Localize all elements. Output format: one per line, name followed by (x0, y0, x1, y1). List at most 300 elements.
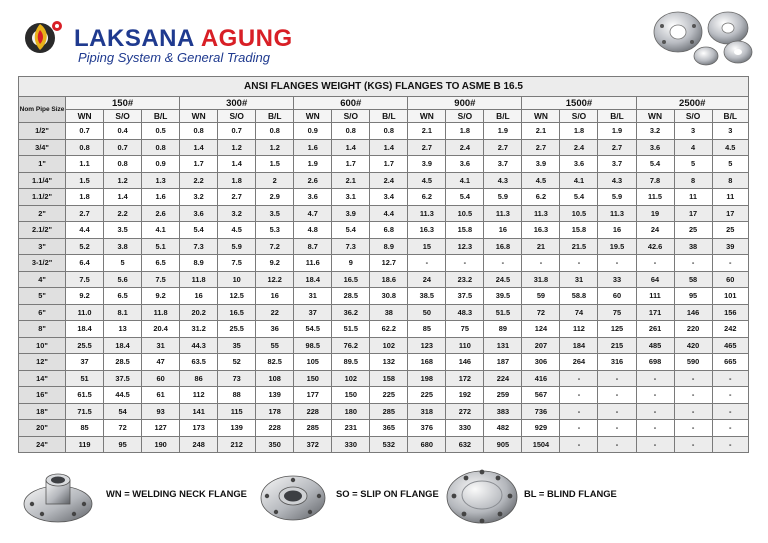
weight-cell: 61 (142, 387, 180, 404)
weight-cell: 37.5 (104, 370, 142, 387)
weight-cell: 18.6 (370, 271, 408, 288)
weight-cell: 2.9 (256, 189, 294, 206)
weight-cell: 11.3 (522, 205, 560, 222)
weight-cell: 95 (674, 288, 712, 305)
weight-cell: - (598, 255, 636, 272)
weight-cell: 21.5 (560, 238, 598, 255)
weight-cell: 2.4 (560, 139, 598, 156)
weight-cell: - (674, 387, 712, 404)
weight-cell: 0.8 (332, 123, 370, 140)
weight-cell: 108 (256, 370, 294, 387)
class-header: 600# (294, 97, 408, 110)
weight-cell: 2.4 (370, 172, 408, 189)
weight-cell: - (598, 403, 636, 420)
weight-cell: 132 (370, 354, 408, 371)
pipe-size-cell: 8" (19, 321, 66, 338)
weight-cell: 12.7 (370, 255, 408, 272)
weight-cell: 215 (598, 337, 636, 354)
weight-cell: 111 (636, 288, 674, 305)
weight-cell: 158 (370, 370, 408, 387)
weight-cell: 1.4 (332, 139, 370, 156)
weight-cell: 37 (294, 304, 332, 321)
weight-cell: 98.5 (294, 337, 332, 354)
weight-cell: 119 (66, 436, 104, 453)
weight-cell: 3.2 (636, 123, 674, 140)
weight-cell: 25 (712, 222, 748, 239)
weight-cell: 1.1 (66, 156, 104, 173)
weight-cell: - (712, 255, 748, 272)
pipe-size-cell: 1.1/4" (19, 172, 66, 189)
weight-cell: 272 (446, 403, 484, 420)
class-header-row (19, 97, 749, 110)
type-header: S/O (560, 110, 598, 123)
weight-cell: 285 (294, 420, 332, 437)
weight-cell: 4.1 (560, 172, 598, 189)
weight-cell: 88 (218, 387, 256, 404)
weight-cell: 123 (408, 337, 446, 354)
type-header: WN (294, 110, 332, 123)
weight-cell: - (560, 420, 598, 437)
weight-cell: 22 (256, 304, 294, 321)
pipe-size-cell: 3/4" (19, 139, 66, 156)
table-row (19, 337, 749, 354)
weight-cell: 11.8 (180, 271, 218, 288)
weight-cell: 31 (294, 288, 332, 305)
table-row (19, 123, 749, 140)
weight-cell: 25 (674, 222, 712, 239)
weight-cell: 51.5 (484, 304, 522, 321)
weight-cell: 3.5 (256, 205, 294, 222)
weight-cell: 7.5 (142, 271, 180, 288)
weight-cell: 0.5 (142, 123, 180, 140)
weight-cell: 698 (636, 354, 674, 371)
weight-cell: 76.2 (332, 337, 370, 354)
weight-cell: 7.3 (180, 238, 218, 255)
company-name-part2: AGUNG (200, 25, 293, 52)
weight-cell: 2 (256, 172, 294, 189)
weight-cell: 89 (484, 321, 522, 338)
type-header: WN (522, 110, 560, 123)
table-title: ANSI FLANGES WEIGHT (KGS) FLANGES TO ASME B 16.5 (19, 77, 749, 97)
weight-cell: 20.4 (142, 321, 180, 338)
weight-cell: 4.5 (408, 172, 446, 189)
weight-cell: 6.2 (522, 189, 560, 206)
weight-cell: 224 (484, 370, 522, 387)
weight-cell: 48.3 (446, 304, 484, 321)
weight-cell: 905 (484, 436, 522, 453)
weight-cell: - (636, 387, 674, 404)
weight-cell: 4.7 (294, 205, 332, 222)
weight-cell: 8.1 (104, 304, 142, 321)
weight-cell: 146 (446, 354, 484, 371)
weight-cell: 285 (370, 403, 408, 420)
weight-cell: 0.9 (294, 123, 332, 140)
weight-cell: 3.2 (218, 205, 256, 222)
weight-cell: 2.4 (446, 139, 484, 156)
weight-cell: 16.3 (522, 222, 560, 239)
weight-cell: 0.7 (104, 139, 142, 156)
weight-cell: 0.7 (66, 123, 104, 140)
table-row (19, 255, 749, 272)
weight-cell: 5.4 (560, 189, 598, 206)
pipe-size-cell: 14" (19, 370, 66, 387)
weight-cell: 54.5 (294, 321, 332, 338)
weight-cell: 85 (66, 420, 104, 437)
weight-cell: 2.2 (104, 205, 142, 222)
weight-cell: 4 (674, 139, 712, 156)
weight-cell: 228 (294, 403, 332, 420)
weight-cell: 2.7 (66, 205, 104, 222)
welding-neck-flange-icon (20, 468, 98, 526)
weight-cell: 3.6 (180, 205, 218, 222)
weight-cell: 5.1 (142, 238, 180, 255)
weight-cell: 110 (446, 337, 484, 354)
weight-cell: 1.8 (446, 123, 484, 140)
weight-cell: 5 (104, 255, 142, 272)
weight-cell: 0.8 (256, 123, 294, 140)
weight-cell: - (674, 436, 712, 453)
weight-cell: 35 (218, 337, 256, 354)
weight-cell: - (636, 370, 674, 387)
weight-cell: 1.2 (104, 172, 142, 189)
weight-cell: 15.8 (446, 222, 484, 239)
weight-cell: 9.2 (256, 255, 294, 272)
pipe-size-cell: 24" (19, 436, 66, 453)
class-header: 300# (180, 97, 294, 110)
weight-cell: 7.5 (66, 271, 104, 288)
weight-cell: 3.6 (560, 156, 598, 173)
weight-cell: 17 (674, 205, 712, 222)
class-header: 900# (408, 97, 522, 110)
type-header: B/L (256, 110, 294, 123)
weight-cell: 85 (408, 321, 446, 338)
weight-cell: 28.5 (332, 288, 370, 305)
weight-cell: 567 (522, 387, 560, 404)
weight-cell: 365 (370, 420, 408, 437)
weight-cell: - (712, 387, 748, 404)
type-header: B/L (370, 110, 408, 123)
weight-cell: 102 (370, 337, 408, 354)
weight-cell: 187 (484, 354, 522, 371)
weight-cell: 124 (522, 321, 560, 338)
company-name (74, 27, 293, 51)
weight-cell: 28.5 (104, 354, 142, 371)
weight-cell: 16.8 (484, 238, 522, 255)
table-row (19, 189, 749, 206)
weight-cell: 51 (66, 370, 104, 387)
weight-cell: 3.9 (408, 156, 446, 173)
weight-cell: 44.5 (104, 387, 142, 404)
weight-cell: 4.5 (712, 139, 748, 156)
weight-cell: 38 (370, 304, 408, 321)
weight-cell: 3.6 (294, 189, 332, 206)
weight-cell: 665 (712, 354, 748, 371)
weight-cell: 5.9 (484, 189, 522, 206)
weight-cell: 23.2 (446, 271, 484, 288)
weight-cell: 465 (712, 337, 748, 354)
weight-cell: 248 (180, 436, 218, 453)
weight-cell: 11.3 (484, 205, 522, 222)
weight-cell: - (674, 255, 712, 272)
weight-cell: 11.3 (408, 205, 446, 222)
weight-cell: 16 (598, 222, 636, 239)
weight-cell: - (560, 370, 598, 387)
weight-cell: 102 (332, 370, 370, 387)
pipe-size-cell: 12" (19, 354, 66, 371)
weight-cell: 36.2 (332, 304, 370, 321)
weight-cell: 1.6 (142, 189, 180, 206)
weight-cell: 11.6 (294, 255, 332, 272)
company-tagline: Piping System & General Trading (78, 50, 270, 65)
weight-cell: - (598, 420, 636, 437)
weight-cell: 1.7 (180, 156, 218, 173)
weight-cell: 4.1 (142, 222, 180, 239)
weight-cell: 2.1 (408, 123, 446, 140)
weight-cell: - (560, 436, 598, 453)
weight-cell: 5.9 (598, 189, 636, 206)
weight-cell: 73 (218, 370, 256, 387)
legend-item-wn (20, 466, 260, 526)
weight-cell: 0.4 (104, 123, 142, 140)
weight-cell: 93 (142, 403, 180, 420)
weight-cell: 146 (674, 304, 712, 321)
weight-cell: 416 (522, 370, 560, 387)
type-header: B/L (712, 110, 748, 123)
weight-cell: 31.2 (180, 321, 218, 338)
weight-cell: 58 (674, 271, 712, 288)
class-header: 1500# (522, 97, 636, 110)
weight-cell: 59 (522, 288, 560, 305)
pipe-size-cell: 3" (19, 238, 66, 255)
weight-cell: 168 (408, 354, 446, 371)
weight-cell: 231 (332, 420, 370, 437)
weight-cell: 1.8 (218, 172, 256, 189)
company-logo-icon (20, 16, 66, 56)
weight-cell: 16 (484, 222, 522, 239)
weight-cell: 112 (180, 387, 218, 404)
weight-cell: 2.7 (484, 139, 522, 156)
weight-cell: 1.2 (218, 139, 256, 156)
weight-cell: - (598, 436, 636, 453)
weight-cell: 9.2 (142, 288, 180, 305)
weight-cell: 4.3 (484, 172, 522, 189)
weight-cell: 4.8 (294, 222, 332, 239)
class-header: 2500# (636, 97, 748, 110)
weight-cell: 115 (218, 403, 256, 420)
weight-cell: - (636, 436, 674, 453)
table-body (19, 123, 749, 453)
weight-cell: 3.1 (332, 189, 370, 206)
type-header: S/O (674, 110, 712, 123)
weight-cell: 2.1 (522, 123, 560, 140)
pipe-size-cell: 1.1/2" (19, 189, 66, 206)
weight-cell: 8.9 (180, 255, 218, 272)
weight-cell: 330 (446, 420, 484, 437)
weight-cell: 61.5 (66, 387, 104, 404)
weight-cell: - (560, 403, 598, 420)
weight-cell: - (636, 403, 674, 420)
weight-cell: - (598, 370, 636, 387)
weight-cell: 1.4 (180, 139, 218, 156)
weight-cell: 156 (712, 304, 748, 321)
weight-cell: 0.8 (104, 156, 142, 173)
weight-cell: 172 (446, 370, 484, 387)
weight-cell: 8 (712, 172, 748, 189)
weight-cell: 125 (598, 321, 636, 338)
weight-cell: 225 (370, 387, 408, 404)
weight-cell: 2.2 (180, 172, 218, 189)
weight-cell: 62.2 (370, 321, 408, 338)
weight-cell: 1.6 (294, 139, 332, 156)
weight-cell: 47 (142, 354, 180, 371)
weight-cell: 19 (636, 205, 674, 222)
weight-cell: 71.5 (66, 403, 104, 420)
weight-cell: 330 (332, 436, 370, 453)
weight-cell: 198 (408, 370, 446, 387)
type-header: WN (66, 110, 104, 123)
weight-cell: 12.2 (256, 271, 294, 288)
weight-cell: 1.9 (294, 156, 332, 173)
weight-cell: 12.5 (218, 288, 256, 305)
type-header: B/L (142, 110, 180, 123)
slip-on-flange-icon (258, 468, 328, 524)
weight-cell: 16 (256, 288, 294, 305)
weight-cell: 6.4 (66, 255, 104, 272)
legend (0, 466, 768, 543)
weight-cell: 6.2 (408, 189, 446, 206)
weight-cell: 318 (408, 403, 446, 420)
weight-cell: 3.8 (104, 238, 142, 255)
weight-cell: 75 (598, 304, 636, 321)
weight-cell: - (674, 420, 712, 437)
weight-cell: 228 (256, 420, 294, 437)
weight-cell: 5.9 (218, 238, 256, 255)
type-header: WN (636, 110, 674, 123)
weight-cell: 20.2 (180, 304, 218, 321)
weight-cell: 10.5 (446, 205, 484, 222)
class-header: 150# (66, 97, 180, 110)
weight-cell: 0.8 (370, 123, 408, 140)
table-row (19, 387, 749, 404)
weight-cell: 60 (712, 271, 748, 288)
weight-cell: 3.6 (636, 139, 674, 156)
weight-cell: - (712, 436, 748, 453)
weight-cell: - (598, 387, 636, 404)
table-row (19, 156, 749, 173)
type-header: S/O (218, 110, 256, 123)
weight-cell: 38.5 (408, 288, 446, 305)
weight-cell: 10.5 (560, 205, 598, 222)
weight-cell: 5 (674, 156, 712, 173)
weight-cell: 2.1 (332, 172, 370, 189)
weight-cell: 55 (256, 337, 294, 354)
weight-cell: 74 (560, 304, 598, 321)
company-name-part1: LAKSANA (74, 25, 195, 52)
weight-cell: 11 (674, 189, 712, 206)
weight-cell: 3.9 (522, 156, 560, 173)
weight-cell: 1.9 (598, 123, 636, 140)
weight-cell: 95 (104, 436, 142, 453)
weight-cell: 141 (180, 403, 218, 420)
weight-cell: - (560, 387, 598, 404)
weight-cell: 38 (674, 238, 712, 255)
weight-cell: 1.5 (66, 172, 104, 189)
weight-cell: 316 (598, 354, 636, 371)
weight-cell: 7.2 (256, 238, 294, 255)
weight-cell: 21 (522, 238, 560, 255)
weight-cell: 5.4 (332, 222, 370, 239)
weight-cell: - (408, 255, 446, 272)
weight-cell: 50 (408, 304, 446, 321)
weight-cell: 6.8 (370, 222, 408, 239)
weight-cell: 18.4 (66, 321, 104, 338)
weight-cell: 259 (484, 387, 522, 404)
pipe-size-cell: 6" (19, 304, 66, 321)
weight-cell: 150 (332, 387, 370, 404)
weight-cell: 60 (598, 288, 636, 305)
weight-cell: 192 (446, 387, 484, 404)
weight-cell: 1504 (522, 436, 560, 453)
weight-cell: 225 (408, 387, 446, 404)
weight-cell: 4.5 (218, 222, 256, 239)
weight-cell: 39.5 (484, 288, 522, 305)
weight-cell: 220 (674, 321, 712, 338)
type-header: WN (180, 110, 218, 123)
weight-cell: 33 (598, 271, 636, 288)
weight-cell: 11.3 (598, 205, 636, 222)
table-row (19, 420, 749, 437)
table-row (19, 304, 749, 321)
weight-cell: 31 (142, 337, 180, 354)
weight-cell: 3.7 (484, 156, 522, 173)
weight-cell: 64 (636, 271, 674, 288)
weight-cell: 16.5 (332, 271, 370, 288)
weight-cell: 25.5 (66, 337, 104, 354)
weight-cell: 10 (218, 271, 256, 288)
weight-cell: 4.1 (446, 172, 484, 189)
table-row (19, 354, 749, 371)
pipe-size-cell: 3-1/2" (19, 255, 66, 272)
weight-cell: 590 (674, 354, 712, 371)
weight-cell: 44.3 (180, 337, 218, 354)
weight-cell: - (636, 420, 674, 437)
weight-cell: 372 (294, 436, 332, 453)
weight-cell: 190 (142, 436, 180, 453)
weight-cell: 5.3 (256, 222, 294, 239)
weight-cell: 0.9 (142, 156, 180, 173)
weight-cell: 212 (218, 436, 256, 453)
weight-cell: 632 (446, 436, 484, 453)
weight-cell: 58.8 (560, 288, 598, 305)
weight-cell: 1.5 (256, 156, 294, 173)
weight-cell: 150 (294, 370, 332, 387)
weight-cell: 36 (256, 321, 294, 338)
pipe-size-cell: 1" (19, 156, 66, 173)
weight-cell: 39 (712, 238, 748, 255)
flange-weight-table (18, 76, 749, 453)
weight-cell: - (446, 255, 484, 272)
pipe-size-cell: 5" (19, 288, 66, 305)
table-row (19, 288, 749, 305)
weight-cell: 11.0 (66, 304, 104, 321)
type-header: S/O (446, 110, 484, 123)
legend-item-bl (444, 466, 744, 526)
type-header: S/O (104, 110, 142, 123)
weight-cell: 5.6 (104, 271, 142, 288)
weight-cell: 3.6 (446, 156, 484, 173)
weight-cell: 264 (560, 354, 598, 371)
type-header: B/L (484, 110, 522, 123)
